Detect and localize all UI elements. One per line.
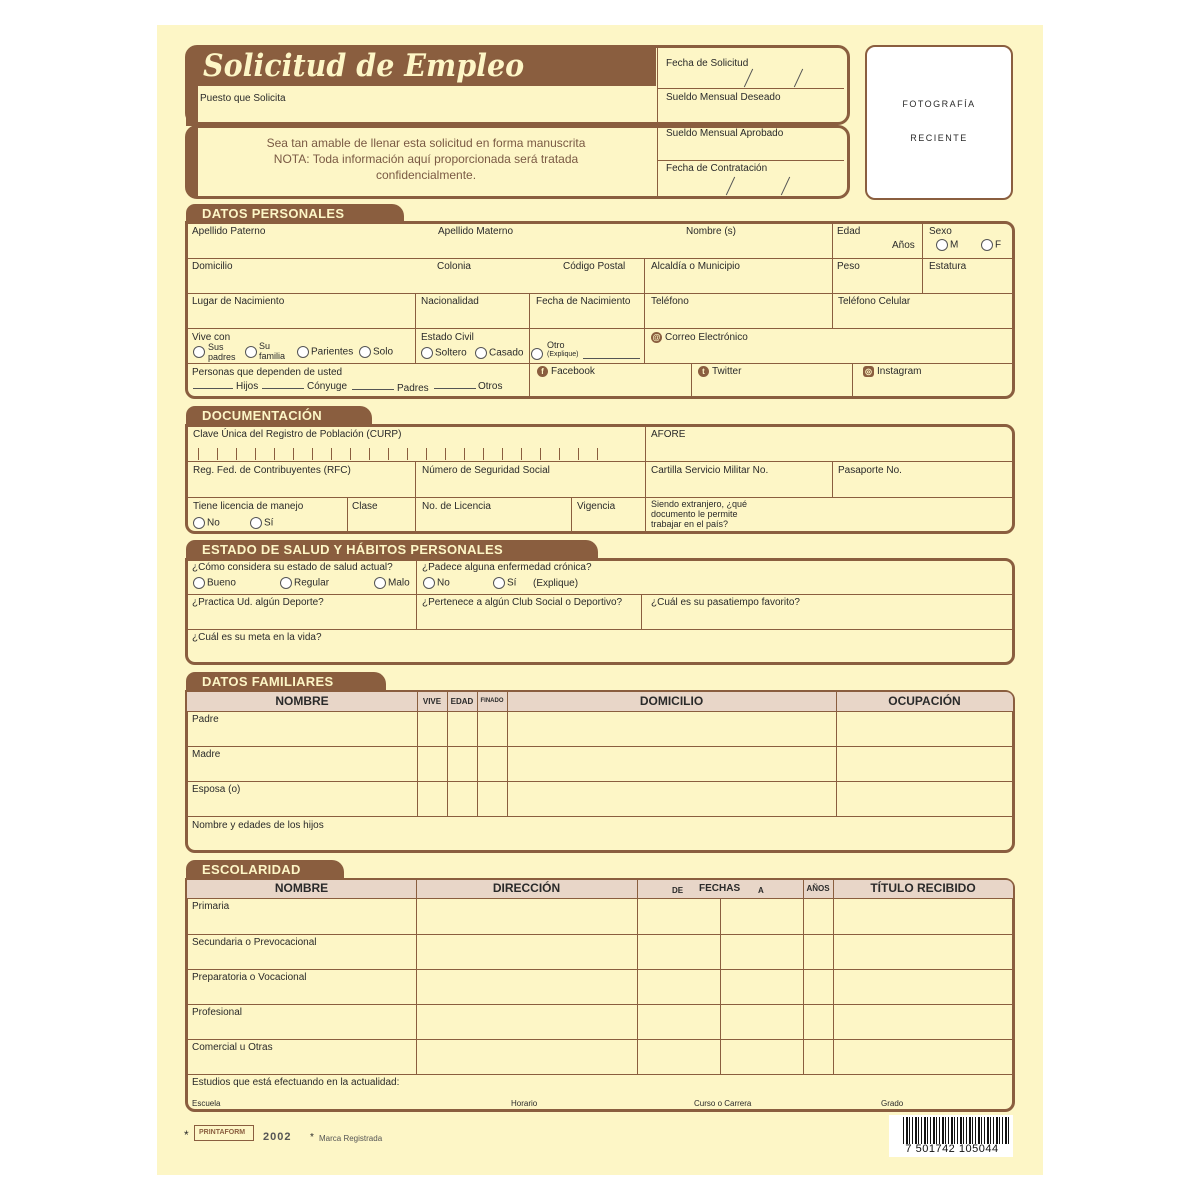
col-header-direccion: DIRECCIÓN — [492, 881, 561, 895]
vive-con-label: Vive con — [192, 332, 231, 343]
col-header-edad: EDAD — [450, 697, 474, 706]
licencia-si-option[interactable]: Sí — [250, 517, 273, 529]
vive-solo-option[interactable]: Solo — [359, 346, 393, 358]
curp-character-boxes[interactable] — [198, 448, 618, 460]
col-header-domicilio: DOMICILIO — [639, 694, 704, 708]
cartilla-label: Cartilla Servicio Militar No. — [651, 465, 769, 476]
otro-label: Otro — [547, 340, 565, 350]
extranjero-label-1: Siendo extranjero, ¿qué — [651, 499, 748, 509]
salud-bueno-option[interactable]: Bueno — [193, 577, 236, 589]
extranjero-label-3: trabajar en el país? — [651, 519, 729, 529]
radio-icon[interactable] — [359, 346, 371, 358]
radio-icon[interactable] — [423, 577, 435, 589]
domicilio-label: Domicilio — [192, 261, 233, 272]
instagram-field[interactable]: ◎ Instagram — [865, 366, 922, 378]
curso-label: Curso o Carrera — [694, 1099, 752, 1108]
radio-icon[interactable] — [421, 347, 433, 359]
curp-label: Clave Única del Registro de Población (CURP) — [193, 429, 402, 440]
salud-box — [185, 558, 1015, 665]
col-header-vive: VIVE — [422, 697, 442, 706]
estudios-actuales-label: Estudios que está efectuando en la actualidad: — [192, 1077, 400, 1088]
note-line-2: NOTA: Toda información aquí proporcionada será tratada — [273, 152, 579, 166]
facebook-icon: f — [537, 366, 548, 377]
edad-label: Edad — [837, 226, 861, 237]
radio-icon[interactable] — [193, 346, 205, 358]
facebook-field[interactable]: f Facebook — [537, 366, 595, 377]
note-line-1: Sea tan amable de llenar esta solicitud en forma manuscrita — [266, 136, 586, 150]
otros-label: Otros — [478, 381, 503, 392]
hijos-label: Hijos — [236, 381, 259, 392]
telefono-celular-label: Teléfono Celular — [838, 296, 911, 307]
radio-icon[interactable] — [193, 517, 205, 529]
club-label: ¿Pertenece a algún Club Social o Deportivo? — [422, 597, 623, 608]
radio-icon[interactable] — [981, 239, 993, 251]
clase-label: Clase — [352, 501, 378, 512]
note-line-3: confidencialmente. — [375, 168, 477, 182]
salud-actual-label: ¿Cómo considera su estado de salud actual? — [192, 562, 393, 573]
radio-icon[interactable] — [250, 517, 262, 529]
twitter-field[interactable]: t Twitter — [698, 366, 741, 377]
vigencia-label: Vigencia — [577, 501, 616, 512]
col-header-nombre: NOMBRE — [275, 694, 329, 708]
estado-civil-label: Estado Civil — [421, 332, 474, 343]
salud-malo-option[interactable]: Malo — [374, 577, 410, 589]
vive-padres-label: padres — [208, 352, 236, 362]
col-header-a: A — [758, 886, 764, 895]
apellido-materno-label: Apellido Materno — [438, 226, 514, 237]
sexo-label: Sexo — [929, 226, 952, 237]
salud-regular-option[interactable]: Regular — [280, 577, 329, 589]
telefono-label: Teléfono — [651, 296, 689, 307]
explique-label: (Explique) — [547, 351, 579, 358]
printaform-logo — [194, 1125, 254, 1141]
col-header-anios: AÑOS — [806, 884, 830, 893]
radio-icon[interactable] — [193, 577, 205, 589]
cronica-label: ¿Padece alguna enfermedad crónica? — [422, 562, 592, 573]
escuela-label: Escuela — [192, 1099, 221, 1108]
page-title: Solicitud de Empleo — [203, 48, 525, 84]
section-tab-familiares: DATOS FAMILIARES — [186, 672, 386, 691]
col-header-finado: FINADO — [480, 698, 504, 704]
radio-icon[interactable] — [280, 577, 292, 589]
asterisk-mark: * — [184, 1128, 189, 1142]
radio-icon[interactable] — [531, 348, 543, 360]
cronica-si-option[interactable]: Sí — [493, 577, 516, 589]
soltero-option[interactable]: Soltero — [421, 347, 467, 359]
col-header-nombre: NOMBRE — [274, 881, 329, 895]
radio-icon[interactable] — [475, 347, 487, 359]
radio-icon[interactable] — [297, 346, 309, 358]
fecha-contratacion-label: Fecha de Contratación — [666, 163, 768, 174]
familiar-row-label: Esposa (o) — [192, 784, 241, 795]
codigo-postal-label: Código Postal — [563, 261, 626, 272]
licencia-no-option[interactable]: No — [193, 517, 220, 529]
familiar-row-label: Padre — [192, 714, 219, 725]
grado-label: Grado — [881, 1099, 904, 1108]
pasatiempo-label: ¿Cuál es su pasatiempo favorito? — [651, 597, 800, 608]
lugar-nacimiento-label: Lugar de Nacimiento — [192, 296, 285, 307]
afore-label: AFORE — [651, 429, 686, 440]
form-code: 2002 — [263, 1131, 292, 1143]
cronica-no-option[interactable]: No — [423, 577, 450, 589]
escolaridad-row-label: Secundaria o Prevocacional — [192, 937, 317, 948]
section-tab-salud: ESTADO DE SALUD Y HÁBITOS PERSONALES — [186, 540, 598, 559]
section-tab-escolaridad: ESCOLARIDAD — [186, 860, 344, 879]
apellido-paterno-label: Apellido Paterno — [192, 226, 266, 237]
documentacion-box — [185, 424, 1015, 534]
horario-label: Horario — [511, 1099, 538, 1108]
escolaridad-row-label: Comercial u Otras — [192, 1042, 273, 1053]
meta-label: ¿Cuál es su meta en la vida? — [192, 632, 322, 643]
email-icon: @ — [652, 333, 661, 342]
radio-icon[interactable] — [493, 577, 505, 589]
anios-label: Años — [892, 240, 915, 251]
extranjero-label-2: documento le permite — [651, 509, 738, 519]
title-banner-curve — [186, 86, 198, 126]
brand-name: PRINTAFORM — [199, 1129, 246, 1136]
pasaporte-label: Pasaporte No. — [838, 465, 902, 476]
instagram-icon: ◎ — [863, 366, 874, 377]
colonia-label: Colonia — [437, 261, 471, 272]
vive-parientes-option[interactable]: Parientes — [297, 346, 353, 358]
conyuge-label: Cónyuge — [307, 381, 348, 392]
section-tab-personales: DATOS PERSONALES — [186, 204, 404, 223]
casado-option[interactable]: Casado — [475, 347, 523, 359]
vive-familia-label: familia — [259, 351, 286, 361]
note-box-edge — [186, 126, 198, 198]
photo-label-1: FOTOGRAFÍA — [902, 99, 976, 109]
peso-label: Peso — [837, 261, 860, 272]
fecha-nacimiento-label: Fecha de Nacimiento — [536, 296, 631, 307]
puesto-label: Puesto que Solicita — [200, 93, 286, 104]
twitter-icon: t — [698, 366, 709, 377]
escolaridad-row-label: Preparatoria o Vocacional — [192, 972, 307, 983]
familiar-row-label: Madre — [192, 749, 221, 760]
rfc-label: Reg. Fed. de Contribuyentes (RFC) — [193, 465, 351, 476]
escolaridad-row-label: Primaria — [192, 901, 230, 912]
deporte-label: ¿Practica Ud. algún Deporte? — [192, 597, 324, 608]
asterisk-mark: * — [310, 1132, 314, 1143]
nacionalidad-label: Nacionalidad — [421, 296, 479, 307]
radio-icon[interactable] — [936, 239, 948, 251]
radio-icon[interactable] — [245, 346, 257, 358]
photo-box[interactable] — [865, 45, 1013, 200]
col-header-ocupacion: OCUPACIÓN — [888, 694, 961, 708]
col-header-de: DE — [672, 886, 684, 895]
marca-registrada: Marca Registrada — [319, 1134, 383, 1143]
col-header-titulo: TÍTULO RECIBIDO — [870, 881, 976, 895]
estatura-label: Estatura — [929, 261, 967, 272]
padres-label: Padres — [397, 383, 429, 394]
radio-icon[interactable] — [374, 577, 386, 589]
vive-sus-label: Sus — [208, 342, 224, 352]
nombres-label: Nombre (s) — [686, 226, 737, 237]
nss-label: Número de Seguridad Social — [422, 465, 550, 476]
vive-su-label: Su — [259, 341, 271, 351]
dependen-label: Personas que dependen de usted — [192, 367, 343, 378]
cronica-explique-label: (Explique) — [533, 578, 579, 589]
hijos-edades-label: Nombre y edades de los hijos — [192, 820, 324, 831]
correo-field[interactable]: @ Correo Electrónico — [652, 332, 748, 344]
sexo-m-option[interactable]: M — [936, 239, 958, 251]
licencia-label: Tiene licencia de manejo — [193, 501, 304, 512]
barcode-digits: 7 501742 105044 — [905, 1143, 999, 1155]
photo-label-2: RECIENTE — [910, 133, 968, 143]
barcode — [889, 1115, 1013, 1157]
no-licencia-label: No. de Licencia — [422, 501, 491, 512]
sueldo-deseado-label: Sueldo Mensual Deseado — [666, 92, 781, 103]
sexo-f-option[interactable]: F — [981, 239, 1001, 251]
barcode-bars — [903, 1117, 1009, 1144]
col-header-fechas: FECHAS — [699, 883, 741, 894]
fecha-solicitud-label: Fecha de Solicitud — [666, 58, 749, 69]
escolaridad-row-label: Profesional — [192, 1007, 243, 1018]
sueldo-aprobado-label: Sueldo Mensual Aprobado — [666, 128, 784, 139]
alcaldia-label: Alcaldía o Municipio — [651, 261, 740, 272]
section-tab-documentacion: DOCUMENTACIÓN — [186, 406, 372, 425]
